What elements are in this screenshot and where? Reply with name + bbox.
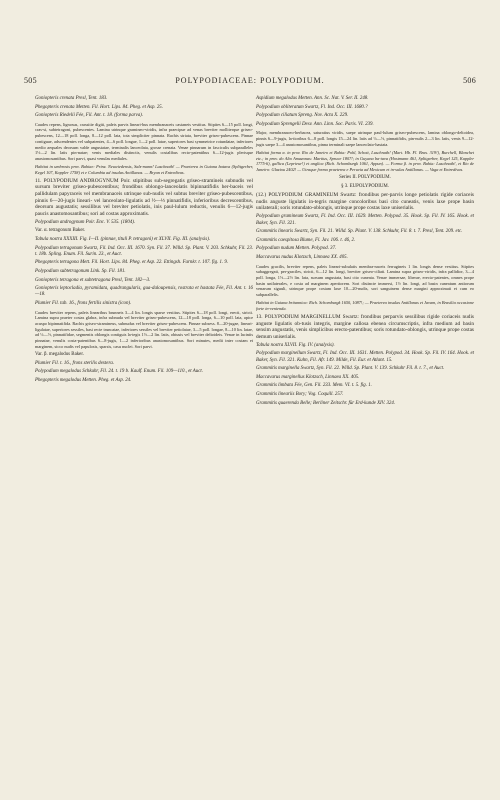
right-column-paragraph: Polypodium marginellum Swartz, Fl. Ind. Occ. III. 1631. Metten. Polypod. 34. Hook. Sp. Fil. IV. 164. Hook. et Baker, Syn. Fil. 321. Kuhn, Fil. Afr. 149. Milde, Fil. Eur. et Atlant. 15. — [256, 351, 474, 363]
right-column-paragraph: Maccavarus nudus Klotzsch, Linnaea XX. 405. — [256, 255, 348, 261]
left-column-paragraph: Goniopteris tetragona et subtetragona Presl, Tent. 182—3. — [35, 277, 151, 283]
right-column-paragraph: Habitat in Guiana britannica: Rich. Schomburgk 1650, 1087!; — Praeterea insulas Antillanas et Javam, in Brasilia occasione forte in-venienda. — [256, 300, 474, 311]
left-column-paragraph: Polypodium tetragonum Swartz, Fil. Ind. Occ. III. 1670. Syn. Fil. 37. Willd. Sp. Plant. V. 203. Schkuhr, Fil. 23. t. 18b. Spling. Enum. Fil. Surin. 23., et Auct. — [35, 245, 253, 257]
left-column-paragraph: Phegopteris tetragona Mett. Fil. Hort. Lips. 84. Pheg. et Asp. 22. Ettingsh. Farnkr. t. 107. fig. 1. 9. — [35, 260, 229, 266]
left-column — [35, 96, 253, 386]
left-column-paragraph: Goniopteris Riedelii Fée, Fil. Ant. t. 18. (forma parva). — [35, 113, 144, 119]
right-column-paragraph: Major, membranaceo-herbacea, saturatius viridis, saepe utrinque paul-lulum griseo-pubescens, lamina oblongo-deltoidea, pinnis 6—9-jugis, la-tioribus 6—8 poll. longis 15—24 lin. latis ad ⅓—½, pinnatifidis, pin-nulis 2—3 lin. latis, venis 9—12-jugis saepe 3—4 anastomosantibus, pinna terminali saepe lanceolato-hastata. — [256, 130, 474, 147]
left-column-paragraph: Polypodium androgynum Poir. Enc. V. 535. (1804). — [35, 219, 136, 225]
right-column-paragraph: § 3. EUPOLYPODIUM. — [341, 183, 389, 189]
right-column-paragraph: Habitat forma α. in prov. Rio de Janeiro et Bahia: Pohl, Schott, Luschnath! (Mart. Hb. Fl. Bras. 319!), Burchell, Blanchet etc.; in prov. do Alto Amazonas: Martius, Spruce 1807!; in Guyana ba-tava (Hostmann 461, Splitgerber, Kegel 125, Kappler 1775-6), gallica (Leprieur!) et anglica (Rich. Schomburgk 1061, Appun). — Forma β. in prov. Bahia: Luschnath!, et Rio de Janeiro: Glaziou 2402! — Utraque forma praeterea e Peruvia ad Mexicum et in-sulas Antillanas. — Vaga et Entredivas. — [256, 149, 474, 172]
right-column-paragraph: Grammitis lineariis Bory; Vog. Coquill. 257. — [256, 391, 344, 397]
left-column-paragraph: Polypodium megalodus Schkuhr, Fil. 24. t. 19 b. Kaulf. Enum. Fil. 109—110., et Auct. — [35, 369, 203, 375]
left-column-paragraph: Plumier Fil. t. 16., frons sterilis dextera. — [35, 360, 115, 366]
left-column-paragraph: Var. β. megalodus Baker. — [35, 351, 84, 357]
left-column-paragraph: Phegopteris megalodus Metten. Pheg. et Asp. 24. — [35, 377, 132, 383]
right-column — [256, 96, 474, 409]
left-column-paragraph: Tabula nostra XXXIII. Fig. I—II. (pinnae, tituli P. tetragoni) et XLVII. Fig. III. (analysis). — [35, 237, 211, 243]
right-column-paragraph: Grammitis limbata Fée, Gen. Fil. 233. Mem. VI. t. 5. fig. 1. — [256, 383, 372, 389]
left-column-paragraph: Caudex breviter repens, paleis linearibus brunneis 3—4 lin. longis sparse vestitus. Stipites 6—18 poll. longi, erecti, stricti. Lamina supra praeter costas glabra, infra subnuda vel breviter griseo-pubescens, 12—18 poll. longa, 6—10 poll. lata, apice acuspo bipinnatifida. Rachis griseo-stramineus, subnudus vel breviter griseo-pubescens. Pinnae subsess. 8—20-jugae, lineari-ligulatae, superiores sessiles, basi recte truncatae, inferiores sessiles vel breviter petiolatae, 3—5 poll. longae, 8—10 lin. latae, ad ⅓—½, pinnatifidae, segmentis oblongis contiguis la-tegis 1½—2 lin. latis, obtusis vel breviter deltoideis. Venae in laciniis pinnatae, venulis costa-patentibus 6—8-jugis, 1—2 inferioribus anastomosantibus. Sori minutes, medii inter costam et marginem, sicco nudis vel papulosis, sparsis, casu nuclei. Sori parvi. — [35, 309, 253, 349]
right-column-paragraph: (12.) POLYPODIUM GRAMINEUM Swartz: frondibus per-parvis longe petiolatis rigide coriaceis nudis anguste ligulatis in-tegris margine concoloribus basi cito cuneatis, venis laxe prope basin unilaterali; soris rotundato-oblongis, utrinque prope costas laxe uniserialis. — [256, 192, 474, 212]
left-column-paragraph: 11. POLYPODIUM ANDROGYNUM Poir. stipitibus sub-segregatis griseo-stramineis subnudis vel sursum breviter griseo-pubescentibus; frondibus oblongo-lanceolatis bipinnatifidis her-baceis vel pallidulam papyraceis vel membranaceis utrinque sub-nudis vel subtus breviter griseo-pubescentibus, pinnis 6—20-jugis lineari- vel lanceolato-ligulatis ad ½—⅓ pinnatifidis, inferioribus decrescentibus, deorsum augustatis; sessilibus vel breviter petiolatis, inis paul-lulum reductis, venulis 6—12-jugis paucis anastomosantibus; sori ad costas approximatis. — [35, 177, 253, 217]
left-column-paragraph: Plumier Fil. tab. 16., frons fertilis sinistra (icon). — [35, 301, 132, 306]
right-column-paragraph: 13. POLYPODIUM MARGINELLUM Swartz: frondibus perparvis sessilibus rigide coriaceis nudis anguste ligulatis ob-tusis integris, margine callosa ebenea circumscriptis, infra medium ad basin sensim angustatis, venis simplicibus erecto-patentibus; soris rotundato-oblongis, utrinque prope costas demum uniserialis. — [256, 314, 474, 340]
left-column-paragraph: Phegopteris crenata Metten. Fil. Hort. Lips. 84. Pheg. et Asp. 25. — [35, 104, 163, 110]
left-column-paragraph: Goniopteris leptocladia, pyramidata, quadrangularis, gua-daloupensis, rostrata et hastata Fée, Fil. Ant. t. 16—18. — [35, 286, 253, 298]
right-column-paragraph: Polypodium ciliatum Spreng. Nov. Acta X. 229. — [256, 113, 349, 119]
left-column-paragraph: Habitat in umbrosis prov. Bahiae: Prinz. Neuwiedensis, Salz-mann! Luschnath! — Praeterea in Guiana batava (Splitgerber, Kegel 107, Kappler 1758) et e Columbia ad insulas Antillanas. — Bryan et Entredivas. — [35, 164, 253, 175]
right-column-paragraph: Maccavarus marginellus Klotzsch, Linnaea XX. 405. — [256, 374, 360, 380]
running-head — [24, 76, 476, 90]
right-column-paragraph: Polypodium gramineum Swartz, Fl. Ind. Occ. III. 1629. Metten. Polypod. 35. Hook. Sp. Fil. IV. 165. Hook. et Baker, Syn. Fil. 321. — [256, 214, 474, 226]
right-column-paragraph: Series II. POLYPODIUM. — [339, 175, 391, 181]
left-column-paragraph: Caudex repens, lignosus, crassitie digiti, paleis parvis lineari-bus membranaceis castaneis vestitus. Stipites 6—15 poll. longi, cras-si, subtetragoni, pubescentes. Lamina utrinque gramineo-viridis, infra praecipue ad venas breviter molliterque griseo-pubescens, 12—18 poll. longa, 8—12 poll. lata, tota simpliciter pinnata. Rachis striata, breviter griseo-pubescens. Pinnae contiguae, adscendentes vel subpatentes, 4—6 poll. longae, 1—2 poll. latae, superiores basi symmetrice rotundatae, inferiores medio aequales deorsum valde angustatae, terminalis lanceolata, grosse crenata. Venae pinnarum in fasciculis subparalleles 1½—2 lin. latis pin-natae; venis mediales distinctis, venulis costalibus recto-patentibus 6—12-jugis plerisque anastomosantibus. Sori parvi, quasi venulas mediales. — [35, 121, 253, 161]
right-column-paragraph: Aspidium megalodus Metten. Ann. Sc. Nat. V. Ser. II. 248. — [256, 96, 369, 101]
right-column-paragraph: Caudex gracilis, breviter repens, paleis lineari-subulatis membra-naceis ferrugineis 1 lin. longis dense vestitus. Stipites subaggregati, per-graciles, stricti, 6—12 lin. longi, breviter griseo-ciliati. Lamina supra griseo-viridis, infra pallidior, 3—4 poll. longa, 1½—2½ lin. lata, sursum angustata, basi cito cuneata. Venae immersae, liberae, erecto-patentes, omnes prope basin unilaterales, e costa ad marginem apertiorem. Sori distincte immersi, 1½ lin. longi, ad basin cuneatum antiorum venarum siguuli, utrinque prope costam laxe 10—20-nudis, sori sanguinem dense margini approximati et cum eo subparallelis. — [256, 263, 474, 298]
right-column-paragraph: Grammitis marginella Swartz, Syn. Fil. 22. Willd. Sp. Plant. V. 139. Schkuhr Fil. 8. t. 7., et Auct. — [256, 366, 445, 372]
right-column-paragraph: Grammitis quaerenda Belle; Berliner Zeitschr. für Erd-kunde XIV. 324. — [256, 400, 396, 406]
left-column-paragraph: Var. α. tetragonum Baker. — [35, 228, 86, 234]
right-column-paragraph: Polypodium obliteratum Swartz, Fl. Ind. Occ. III. 1680.? — [256, 104, 368, 110]
right-column-paragraph: Tabula nostra XLVII. Fig. IV. (analysis). — [256, 342, 335, 348]
right-column-paragraph: Grammitis caespitosa Blume, Fl. Jav. 106. t. 46, 2. — [256, 237, 356, 243]
right-column-paragraph: Polypodium Sprengelii Desv. Ann. Linn. Soc. Paris. VI. 239. — [256, 121, 374, 127]
right-column-paragraph: Grammitis linearis Swartz, Syn. Fil. 21. Willd. Sp. Plant. V. 138. Schkuhr, Fil. 8. t. 7. Presl, Tent. 209. etc. — [256, 229, 463, 235]
page-number-right: 506 — [463, 76, 476, 85]
page-number-left: 505 — [24, 76, 37, 85]
left-column-paragraph: Goniopteris crenata Presl, Tent. 183. — [35, 96, 108, 101]
left-column-paragraph: Polypodium subtetragonum Link. Sp. Fil. 181. — [35, 269, 126, 275]
right-column-paragraph: Polypodium nudum Metten. Polypod. 37. — [256, 246, 337, 252]
running-title: POLYPODIACEAE: POLYPODIUM. — [175, 76, 325, 85]
